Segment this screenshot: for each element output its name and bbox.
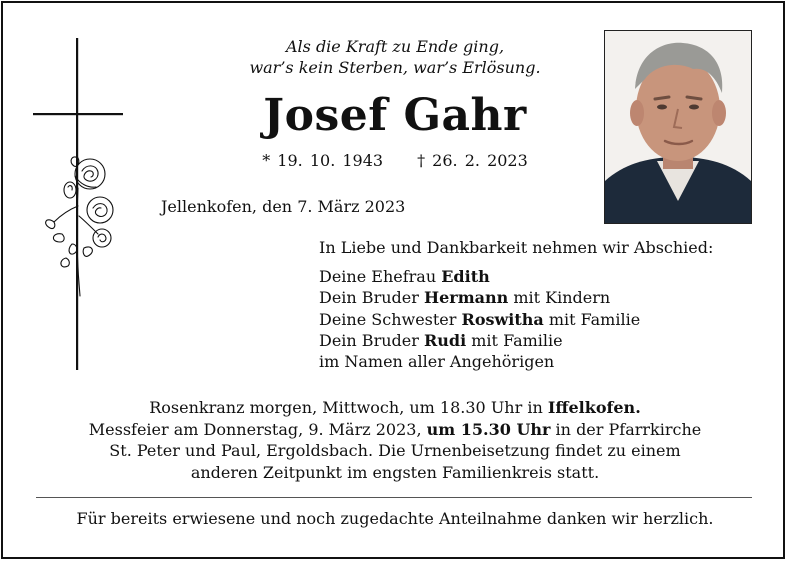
service-line-4: anderen Zeitpunkt im engsten Familienkreis statt. [190,462,600,482]
deceased-name: Josef Gahr [263,90,527,141]
mourner-line: Dein Bruder Rudi mit Familie [319,330,563,350]
mourners-list [319,266,640,372]
portrait-image [605,31,751,223]
motto [150,36,640,78]
motto-line-1: Als die Kraft zu Ende ging, [285,37,505,56]
mourners-closing: im Namen aller Angehörigen [319,352,555,372]
rosary-line: Rosenkranz morgen, Mittwoch, um 18.30 Uhr in Iffelkofen. [149,398,641,417]
motto-line-2: war’s kein Sterben, war’s Erlösung. [249,58,541,77]
service-line-3: St. Peter und Paul, Ergoldsbach. Die Urnenbeisetzung findet zu einem [109,441,681,460]
place-date: Jellenkofen, den 7. März 2023 [161,197,406,216]
roses-icon [46,157,113,296]
mass-time: um 15.30 Uhr [426,419,551,439]
farewell-intro: In Liebe und Dankbarkeit nehmen wir Abschied: [319,238,714,257]
mourner-line: Deine Ehefrau Edith [319,267,490,286]
divider [36,497,752,498]
mourner-line: Deine Schwester Roswitha mit Familie [319,309,641,329]
cross-icon [26,38,136,374]
service-details [30,397,760,483]
thanks-note: Für bereits erwiesene und noch zugedachte Anteilnahme danken wir herzlich. [76,509,714,528]
rosary-place: Iffelkofen. [547,398,641,417]
portrait-photo [604,30,752,224]
mourner-name: Roswitha [461,309,544,329]
mourner-name: Hermann [423,288,509,308]
mourner-line: Dein Bruder Hermann mit Kindern [319,288,611,308]
death-date: † 26. 2. 2023 [417,151,528,170]
mourner-name: Edith [441,267,490,286]
mass-line: Messfeier am Donnerstag, 9. März 2023, um 15.30 Uhr in der Pfarrkirche [88,419,702,439]
birth-date: * 19. 10. 1943 [262,151,384,170]
mourner-name: Rudi [423,330,467,350]
life-dates [150,150,640,172]
